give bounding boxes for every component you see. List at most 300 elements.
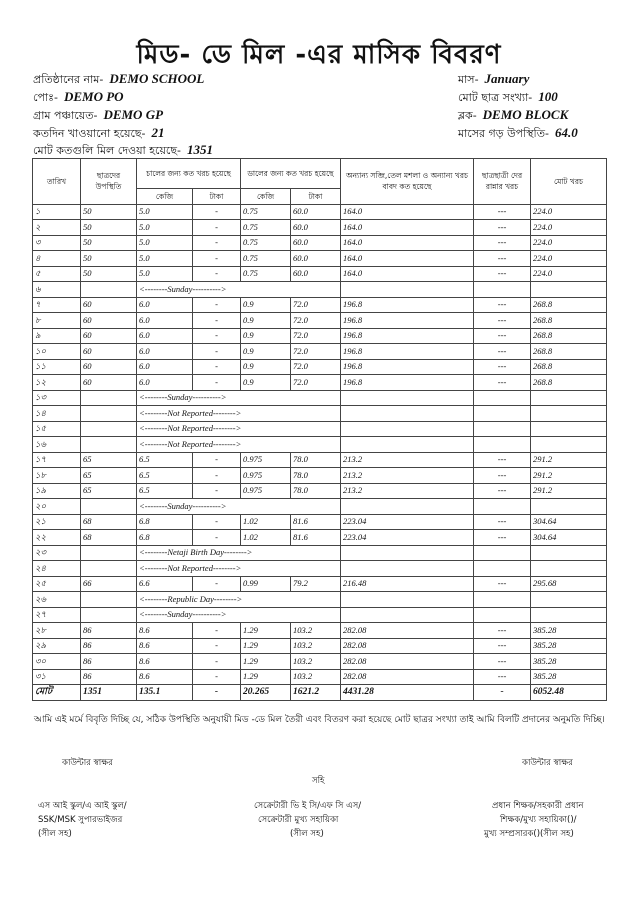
gp-value: DEMO GP — [103, 107, 164, 122]
date-cell: ২২ — [33, 530, 81, 546]
rt-cell: - — [193, 251, 241, 267]
total-row — [33, 685, 607, 701]
dt-cell: 60.0 — [291, 220, 341, 236]
rk-cell: 5.0 — [137, 266, 193, 282]
declaration-text: আমি এই মর্মে বিবৃতি দিচ্ছি যে, সঠিক উপস্থিতি অনুযায়ী মিড -ডে মিল তৈরী এবং বিতরণ করা হয়েছে মোট ছাত্রর সংখ্যা তাই আমি বিলটি প্রদানের অনুমতি দিচ্ছি। — [34, 715, 605, 725]
mid-sign-line-3: (সীল সহ) — [290, 829, 324, 839]
o-cell: 223.04 — [341, 514, 474, 530]
rk-cell: 5.0 — [137, 251, 193, 267]
header-date: তারিখ — [33, 159, 81, 205]
t-cell: 224.0 — [531, 204, 607, 220]
students-label: মোট ছাত্র সংখ্যা- — [458, 91, 533, 104]
p-cell: 68 — [81, 530, 137, 546]
table-row — [33, 328, 607, 344]
total-dt-cell: 1621.2 — [291, 685, 341, 701]
o-cell: 282.08 — [341, 654, 474, 670]
date-cell: ১০ — [33, 344, 81, 360]
rk-cell: 6.8 — [137, 530, 193, 546]
rt-cell: - — [193, 623, 241, 639]
empty-cell — [531, 545, 607, 561]
c-cell: --- — [474, 654, 531, 670]
note-cell: <--------Netaji Birth Day--------> — [137, 545, 341, 561]
dt-cell: 103.2 — [291, 669, 341, 685]
empty-cell — [341, 607, 474, 623]
dk-cell: 0.9 — [241, 344, 291, 360]
rt-cell: - — [193, 235, 241, 251]
o-cell: 164.0 — [341, 204, 474, 220]
empty-cell — [531, 592, 607, 608]
empty-cell — [531, 437, 607, 453]
empty-cell — [81, 406, 137, 422]
dt-cell: 60.0 — [291, 266, 341, 282]
table-row — [33, 375, 607, 391]
t-cell: 268.8 — [531, 313, 607, 329]
t-cell: 291.2 — [531, 483, 607, 499]
c-cell: --- — [474, 669, 531, 685]
rt-cell: - — [193, 654, 241, 670]
gp-label: গ্রাম পঞ্চায়েত- — [33, 109, 98, 122]
dk-cell: 1.29 — [241, 638, 291, 654]
rk-cell: 6.0 — [137, 313, 193, 329]
rt-cell: - — [193, 452, 241, 468]
dt-cell: 81.6 — [291, 530, 341, 546]
t-cell: 268.8 — [531, 297, 607, 313]
rk-cell: 8.6 — [137, 654, 193, 670]
table-row — [33, 576, 607, 592]
empty-cell — [341, 545, 474, 561]
dt-cell: 103.2 — [291, 638, 341, 654]
table-row — [33, 266, 607, 282]
empty-cell — [531, 607, 607, 623]
note-cell: <--------Sunday----------> — [137, 499, 341, 515]
rk-cell: 6.6 — [137, 576, 193, 592]
avg-field — [458, 125, 578, 144]
dk-cell: 0.9 — [241, 297, 291, 313]
header-dal-taka: টাকা — [291, 189, 341, 205]
date-cell: ১৭ — [33, 452, 81, 468]
o-cell: 196.8 — [341, 359, 474, 375]
t-cell: 385.28 — [531, 654, 607, 670]
empty-cell — [531, 282, 607, 298]
dt-cell: 72.0 — [291, 344, 341, 360]
o-cell: 282.08 — [341, 623, 474, 639]
empty-cell — [474, 545, 531, 561]
dk-cell: 0.975 — [241, 452, 291, 468]
total-label: মোট — [33, 685, 81, 701]
days-value: 21 — [151, 125, 165, 140]
table-row — [33, 530, 607, 546]
empty-cell — [341, 282, 474, 298]
c-cell: --- — [474, 375, 531, 391]
date-cell: ৩ — [33, 235, 81, 251]
note-cell: <--------Not Reported--------> — [137, 561, 341, 577]
rk-cell: 5.0 — [137, 204, 193, 220]
dt-cell: 72.0 — [291, 297, 341, 313]
table-row — [33, 406, 607, 422]
date-cell: ৯ — [33, 328, 81, 344]
dk-cell: 0.75 — [241, 220, 291, 236]
empty-cell — [474, 592, 531, 608]
date-cell: ২ — [33, 220, 81, 236]
rt-cell: - — [193, 220, 241, 236]
dt-cell: 60.0 — [291, 204, 341, 220]
rk-cell: 8.6 — [137, 669, 193, 685]
date-cell: ১৬ — [33, 437, 81, 453]
o-cell: 164.0 — [341, 235, 474, 251]
left-sign-line-3: (সীল সহ) — [38, 829, 72, 839]
note-cell: <--------Sunday----------> — [137, 607, 341, 623]
rt-cell: - — [193, 576, 241, 592]
counter-sign-left: কাউন্টার স্বাক্ষর — [62, 758, 113, 768]
table-row — [33, 359, 607, 375]
empty-cell — [474, 607, 531, 623]
p-cell: 68 — [81, 514, 137, 530]
date-cell: ২৯ — [33, 638, 81, 654]
t-cell: 268.8 — [531, 344, 607, 360]
dt-cell: 72.0 — [291, 359, 341, 375]
month-field — [458, 71, 529, 90]
left-sign-line-1: এস আই স্কুল/এ আই স্কুল/ — [38, 801, 127, 811]
meals-value: 1351 — [186, 142, 213, 157]
dt-cell: 103.2 — [291, 623, 341, 639]
table-row — [33, 452, 607, 468]
t-cell: 295.68 — [531, 576, 607, 592]
empty-cell — [474, 282, 531, 298]
school-value: DEMO SCHOOL — [109, 71, 205, 86]
header-rice-taka: টাকা — [193, 189, 241, 205]
o-cell: 196.8 — [341, 297, 474, 313]
note-cell: <--------Sunday----------> — [137, 282, 341, 298]
table-row — [33, 623, 607, 639]
c-cell: --- — [474, 623, 531, 639]
c-cell: --- — [474, 220, 531, 236]
table-row — [33, 297, 607, 313]
empty-cell — [531, 499, 607, 515]
p-cell: 65 — [81, 483, 137, 499]
empty-cell — [341, 499, 474, 515]
days-label: কতদিন খাওয়ানো হয়েছে- — [33, 127, 146, 140]
date-cell: ১৪ — [33, 406, 81, 422]
empty-cell — [341, 592, 474, 608]
students-field — [458, 89, 558, 108]
rk-cell: 8.6 — [137, 638, 193, 654]
date-cell: ২৩ — [33, 545, 81, 561]
c-cell: --- — [474, 483, 531, 499]
rt-cell: - — [193, 297, 241, 313]
p-cell: 60 — [81, 297, 137, 313]
date-cell: ৩০ — [33, 654, 81, 670]
date-cell: ১৩ — [33, 390, 81, 406]
po-field — [33, 89, 124, 108]
block-label: ব্লক- — [458, 109, 477, 122]
rt-cell: - — [193, 204, 241, 220]
empty-cell — [341, 437, 474, 453]
c-cell: --- — [474, 576, 531, 592]
total-rt-cell: - — [193, 685, 241, 701]
c-cell: --- — [474, 251, 531, 267]
table-row — [33, 437, 607, 453]
empty-cell — [531, 406, 607, 422]
table-body — [33, 204, 607, 700]
p-cell: 66 — [81, 576, 137, 592]
p-cell: 86 — [81, 638, 137, 654]
table-row — [33, 607, 607, 623]
date-cell: ১ — [33, 204, 81, 220]
table-row — [33, 282, 607, 298]
t-cell: 268.8 — [531, 359, 607, 375]
c-cell: --- — [474, 514, 531, 530]
rt-cell: - — [193, 266, 241, 282]
o-cell: 213.2 — [341, 483, 474, 499]
p-cell: 60 — [81, 359, 137, 375]
dk-cell: 1.29 — [241, 654, 291, 670]
table-row — [33, 421, 607, 437]
o-cell: 164.0 — [341, 220, 474, 236]
note-cell: <--------Republic Day--------> — [137, 592, 341, 608]
rt-cell: - — [193, 514, 241, 530]
date-cell: ৮ — [33, 313, 81, 329]
avg-label: মাসের গড় উপস্থিতি- — [458, 127, 549, 140]
empty-cell — [341, 406, 474, 422]
c-cell: --- — [474, 638, 531, 654]
rk-cell: 6.0 — [137, 359, 193, 375]
o-cell: 164.0 — [341, 251, 474, 267]
c-cell: --- — [474, 530, 531, 546]
c-cell: --- — [474, 359, 531, 375]
c-cell: --- — [474, 344, 531, 360]
t-cell: 291.2 — [531, 468, 607, 484]
empty-cell — [474, 421, 531, 437]
school-field — [33, 71, 204, 90]
page-title: মিড- ডে মিল -এর মাসিক বিবরণ — [136, 40, 502, 70]
t-cell: 268.8 — [531, 328, 607, 344]
date-cell: ৭ — [33, 297, 81, 313]
rk-cell: 5.0 — [137, 220, 193, 236]
header-dal-kg: কেজি — [241, 189, 291, 205]
rt-cell: - — [193, 344, 241, 360]
table-row — [33, 251, 607, 267]
date-cell: ২০ — [33, 499, 81, 515]
empty-cell — [81, 592, 137, 608]
dk-cell: 0.9 — [241, 313, 291, 329]
dt-cell: 60.0 — [291, 235, 341, 251]
rt-cell: - — [193, 328, 241, 344]
o-cell: 216.48 — [341, 576, 474, 592]
date-cell: ২৭ — [33, 607, 81, 623]
table-row — [33, 561, 607, 577]
p-cell: 50 — [81, 204, 137, 220]
header-present: ছাত্রদের উপস্থিতি — [81, 159, 137, 205]
o-cell: 196.8 — [341, 344, 474, 360]
po-value: DEMO PO — [63, 89, 124, 104]
right-sign-line-2: শিক্ষক/মুখ্য সহায়িকা()/ — [500, 815, 577, 825]
dt-cell: 103.2 — [291, 654, 341, 670]
rt-cell: - — [193, 483, 241, 499]
date-cell: ২৪ — [33, 561, 81, 577]
date-cell: ১৮ — [33, 468, 81, 484]
total-o-cell: 4431.28 — [341, 685, 474, 701]
sign-label: সহি — [312, 776, 325, 786]
dk-cell: 0.75 — [241, 251, 291, 267]
table-row — [33, 514, 607, 530]
empty-cell — [81, 390, 137, 406]
table-row — [33, 638, 607, 654]
date-cell: ৪ — [33, 251, 81, 267]
empty-cell — [81, 499, 137, 515]
p-cell: 86 — [81, 669, 137, 685]
month-value: January — [484, 71, 530, 86]
empty-cell — [474, 561, 531, 577]
c-cell: --- — [474, 204, 531, 220]
date-cell: ১৫ — [33, 421, 81, 437]
dt-cell: 78.0 — [291, 452, 341, 468]
rk-cell: 6.8 — [137, 514, 193, 530]
t-cell: 385.28 — [531, 623, 607, 639]
note-cell: <--------Not Reported--------> — [137, 406, 341, 422]
table-row — [33, 220, 607, 236]
p-cell: 50 — [81, 251, 137, 267]
total-c-cell: - — [474, 685, 531, 701]
date-cell: ৬ — [33, 282, 81, 298]
dk-cell: 0.75 — [241, 204, 291, 220]
dk-cell: 0.75 — [241, 235, 291, 251]
t-cell: 224.0 — [531, 266, 607, 282]
avg-value: 64.0 — [554, 125, 578, 140]
p-cell: 86 — [81, 623, 137, 639]
table-row — [33, 204, 607, 220]
empty-cell — [474, 499, 531, 515]
p-cell: 60 — [81, 313, 137, 329]
dk-cell: 0.975 — [241, 483, 291, 499]
rk-cell: 6.0 — [137, 328, 193, 344]
rt-cell: - — [193, 530, 241, 546]
table-row — [33, 468, 607, 484]
t-cell: 224.0 — [531, 251, 607, 267]
date-cell: ৩১ — [33, 669, 81, 685]
c-cell: --- — [474, 266, 531, 282]
c-cell: --- — [474, 468, 531, 484]
c-cell: --- — [474, 235, 531, 251]
rk-cell: 6.0 — [137, 297, 193, 313]
right-sign-line-3: মুখ্য সম্প্রসারক()(সীল সহ) — [484, 829, 574, 839]
empty-cell — [341, 561, 474, 577]
date-cell: ২৬ — [33, 592, 81, 608]
table-row — [33, 235, 607, 251]
rk-cell: 6.5 — [137, 468, 193, 484]
o-cell: 213.2 — [341, 468, 474, 484]
o-cell: 282.08 — [341, 638, 474, 654]
mid-sign-line-2: সেক্রেটারী মুখ্য সহায়িকা — [258, 815, 339, 825]
header-rice-kg: কেজি — [137, 189, 193, 205]
c-cell: --- — [474, 328, 531, 344]
total-p-cell: 1351 — [81, 685, 137, 701]
o-cell: 213.2 — [341, 452, 474, 468]
p-cell: 60 — [81, 344, 137, 360]
date-cell: ১৯ — [33, 483, 81, 499]
rk-cell: 5.0 — [137, 235, 193, 251]
total-rk-cell: 135.1 — [137, 685, 193, 701]
table-row — [33, 313, 607, 329]
p-cell: 65 — [81, 468, 137, 484]
t-cell: 268.8 — [531, 375, 607, 391]
empty-cell — [531, 390, 607, 406]
right-sign-line-1: প্রধান শিক্ষক/সহকারী প্রধান — [492, 801, 584, 811]
table-row — [33, 592, 607, 608]
expense-table — [32, 158, 607, 701]
students-value: 100 — [538, 89, 558, 104]
month-label: মাস- — [458, 73, 479, 86]
header-other: অন্যান্য সব্জি,তেল মশলা ও অন্যান্য খরচ বাবদ কত হয়েছে — [341, 159, 474, 205]
date-cell: ২৮ — [33, 623, 81, 639]
date-cell: ১২ — [33, 375, 81, 391]
t-cell: 291.2 — [531, 452, 607, 468]
dk-cell: 0.9 — [241, 328, 291, 344]
po-label: পোঃ- — [33, 91, 58, 104]
rt-cell: - — [193, 375, 241, 391]
header-cook: ছাত্রছাত্রী দের রান্নার খরচ — [474, 159, 531, 205]
dk-cell: 1.02 — [241, 530, 291, 546]
rt-cell: - — [193, 468, 241, 484]
dt-cell: 81.6 — [291, 514, 341, 530]
empty-cell — [81, 607, 137, 623]
p-cell: 50 — [81, 235, 137, 251]
dk-cell: 0.75 — [241, 266, 291, 282]
dk-cell: 1.29 — [241, 669, 291, 685]
c-cell: --- — [474, 452, 531, 468]
mid-sign-line-1: সেক্রেটারী ভি ই সি/এফ সি এস/ — [254, 801, 362, 811]
rt-cell: - — [193, 669, 241, 685]
empty-cell — [341, 390, 474, 406]
t-cell: 385.28 — [531, 638, 607, 654]
t-cell: 224.0 — [531, 235, 607, 251]
dt-cell: 78.0 — [291, 468, 341, 484]
c-cell: --- — [474, 297, 531, 313]
dk-cell: 1.02 — [241, 514, 291, 530]
empty-cell — [474, 390, 531, 406]
counter-sign-right: কাউন্টার স্বাক্ষর — [522, 758, 573, 768]
left-sign-line-2: SSK/MSK সুপারভাইজর — [38, 815, 123, 825]
table-row — [33, 499, 607, 515]
dk-cell: 0.9 — [241, 375, 291, 391]
empty-cell — [531, 421, 607, 437]
dt-cell: 79.2 — [291, 576, 341, 592]
empty-cell — [341, 421, 474, 437]
empty-cell — [81, 437, 137, 453]
table-row — [33, 483, 607, 499]
table-row — [33, 654, 607, 670]
p-cell: 60 — [81, 328, 137, 344]
empty-cell — [531, 561, 607, 577]
rk-cell: 6.0 — [137, 375, 193, 391]
t-cell: 304.64 — [531, 514, 607, 530]
t-cell: 224.0 — [531, 220, 607, 236]
empty-cell — [81, 282, 137, 298]
rk-cell: 8.6 — [137, 623, 193, 639]
c-cell: --- — [474, 313, 531, 329]
rt-cell: - — [193, 359, 241, 375]
rt-cell: - — [193, 313, 241, 329]
dt-cell: 78.0 — [291, 483, 341, 499]
rt-cell: - — [193, 638, 241, 654]
empty-cell — [81, 561, 137, 577]
empty-cell — [474, 406, 531, 422]
block-field — [458, 107, 568, 126]
table-row — [33, 390, 607, 406]
o-cell: 223.04 — [341, 530, 474, 546]
dk-cell: 0.99 — [241, 576, 291, 592]
dk-cell: 0.975 — [241, 468, 291, 484]
o-cell: 196.8 — [341, 375, 474, 391]
